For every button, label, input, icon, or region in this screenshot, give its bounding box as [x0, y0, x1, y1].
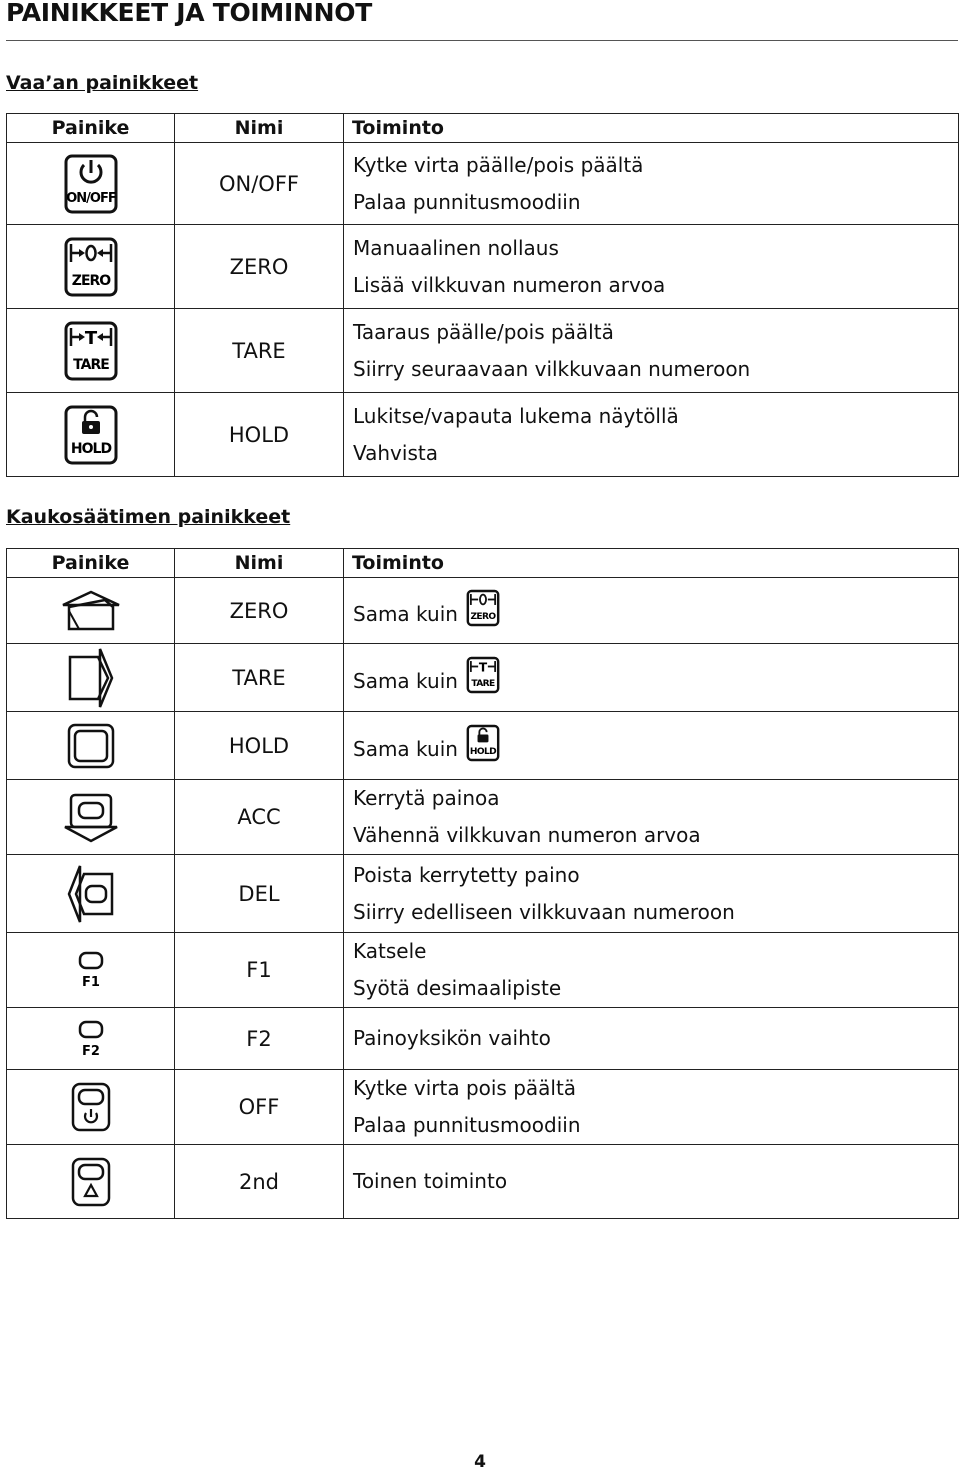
remote-buttons-table	[6, 548, 959, 1219]
button-function: Painoyksikön vaihto	[344, 1008, 959, 1070]
svg-text:ON/OFF: ON/OFF	[65, 190, 116, 206]
button-function: Kytke virta päälle/pois päältä Palaa punnitusmoodiin	[344, 143, 959, 225]
header-button: Painike	[7, 114, 175, 143]
remote-square-icon	[67, 723, 115, 769]
button-name: ZERO	[175, 578, 344, 644]
table-row	[7, 644, 959, 712]
table-row	[7, 1145, 959, 1219]
svg-text:F1: F1	[81, 975, 100, 990]
table-row	[7, 143, 959, 225]
scale-buttons-table	[6, 113, 959, 477]
page-title: PAINIKKEET JA TOIMINNOT	[6, 0, 372, 27]
table-row	[7, 1070, 959, 1145]
tare-key-icon	[63, 320, 119, 382]
header-name: Nimi	[175, 549, 344, 578]
table-row	[7, 309, 959, 393]
table-row	[7, 393, 959, 477]
table-header-row	[7, 549, 959, 578]
button-name: TARE	[175, 644, 344, 712]
scale-section-heading: Vaa’an painikkeet	[6, 72, 199, 94]
button-function: Katsele Syötä desimaalipiste	[344, 933, 959, 1008]
header-button: Painike	[7, 549, 175, 578]
button-function: Kytke virta pois päältä Palaa punnitusmoodiin	[344, 1070, 959, 1145]
remote-2nd-icon	[71, 1157, 111, 1207]
page-number: 4	[474, 1452, 486, 1472]
button-function: Taaraus päälle/pois päältä Siirry seuraavaan vilkkuvaan numeroon	[344, 309, 959, 393]
remote-right-arrow-icon	[66, 647, 116, 709]
title-divider	[6, 40, 958, 41]
button-name: HOLD	[175, 712, 344, 780]
hold-key-icon	[466, 724, 500, 762]
table-row	[7, 1008, 959, 1070]
button-function: Poista kerrytetty paino Siirry edelliseen vilkkuvaan numeroon	[344, 855, 959, 933]
button-function: Sama kuin HOLD	[344, 712, 959, 780]
remote-down-arrow-icon	[61, 791, 121, 843]
button-function: Sama kuin ZERO	[344, 578, 959, 644]
remote-f2-icon	[76, 1019, 106, 1059]
remote-left-arrow-icon	[66, 864, 116, 924]
zero-key-icon	[466, 589, 500, 627]
button-function: Kerrytä painoa Vähennä vilkkuvan numeron arvoa	[344, 780, 959, 855]
button-name: DEL	[175, 855, 344, 933]
button-name: TARE	[175, 309, 344, 393]
table-row	[7, 712, 959, 780]
button-name: 2nd	[175, 1145, 344, 1219]
table-header-row	[7, 114, 959, 143]
svg-text:ZERO: ZERO	[71, 272, 110, 289]
svg-text:T: T	[84, 327, 97, 349]
svg-text:TARE: TARE	[471, 678, 495, 689]
remote-off-icon	[71, 1082, 111, 1132]
button-name: ZERO	[175, 225, 344, 309]
svg-text:TARE: TARE	[72, 356, 109, 373]
header-function: Toiminto	[344, 549, 959, 578]
table-row	[7, 855, 959, 933]
button-function: Toinen toiminto	[344, 1145, 959, 1219]
button-name: HOLD	[175, 393, 344, 477]
header-function: Toiminto	[344, 114, 959, 143]
remote-up-arrow-icon	[59, 589, 123, 633]
button-name: F1	[175, 933, 344, 1008]
button-function: Sama kuin T TARE	[344, 644, 959, 712]
button-name: ON/OFF	[175, 143, 344, 225]
hold-key-icon	[63, 404, 119, 466]
button-function: Manuaalinen nollaus Lisää vilkkuvan numeron arvoa	[344, 225, 959, 309]
zero-key-icon	[63, 236, 119, 298]
table-row	[7, 225, 959, 309]
button-function: Lukitse/vapauta lukema näytöllä Vahvista	[344, 393, 959, 477]
svg-text:T: T	[478, 659, 488, 674]
header-name: Nimi	[175, 114, 344, 143]
button-name: OFF	[175, 1070, 344, 1145]
table-row	[7, 578, 959, 644]
table-row	[7, 780, 959, 855]
power-key-icon	[63, 153, 119, 215]
button-name: ACC	[175, 780, 344, 855]
svg-text:ZERO: ZERO	[470, 611, 496, 622]
remote-section-heading: Kaukosäätimen painikkeet	[6, 506, 291, 528]
svg-text:HOLD: HOLD	[70, 440, 111, 457]
table-row	[7, 933, 959, 1008]
svg-text:F2: F2	[81, 1043, 100, 1059]
svg-text:HOLD: HOLD	[469, 746, 497, 757]
remote-f1-icon	[76, 950, 106, 990]
tare-key-icon	[466, 656, 500, 694]
button-name: F2	[175, 1008, 344, 1070]
